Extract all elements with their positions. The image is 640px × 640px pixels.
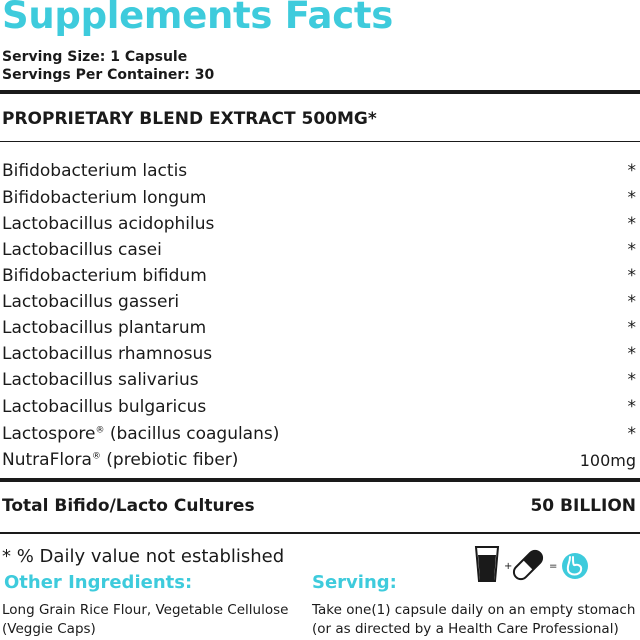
ingredient-name-text: Lactobacillus plantarum [2,318,207,338]
divider [0,141,640,142]
ingredient-amount: 100mg [579,451,636,470]
ingredient-name [2,214,214,234]
ingredient-name [2,188,206,208]
ingredient-descriptor: (prebiotic fiber) [100,450,239,470]
ingredient-row [2,236,636,260]
water-glass-icon [476,547,498,581]
serving-line: (or as directed by a Health Care Professional) [312,621,619,637]
ingredient-name [2,424,279,444]
blend-title: PROPRIETARY BLEND EXTRACT 500MG* [2,109,377,129]
ingredient-amount: * [627,188,636,208]
ingredient-row [2,393,636,417]
ingredient-row [2,184,636,208]
ingredient-name-text: NutraFlora [2,450,92,470]
ingredient-name-text: Lactobacillus casei [2,240,162,260]
ingredient-name-text: Lactobacillus bulgaricus [2,397,207,417]
stomach-icon [562,553,588,579]
registered-mark: ® [91,451,101,462]
thick-divider [0,90,640,94]
ingredient-amount: * [627,266,636,286]
ingredient-amount: * [627,370,636,390]
ingredient-row [2,314,636,338]
ingredient-row [2,210,636,234]
ingredient-amount: * [627,214,636,234]
ingredient-name [2,344,212,364]
ingredient-name [2,292,179,312]
ingredient-name-text: Bifidobacterium longum [2,188,207,208]
ingredient-name-text: Bifidobacterium lactis [2,161,188,181]
registered-mark: ® [95,425,105,436]
plus-sign: + [504,561,513,572]
divider [0,532,640,534]
ingredient-name-text: Lactobacillus gasseri [2,292,180,312]
ingredient-name [2,397,206,417]
ingredient-amount: * [627,344,636,364]
ingredient-name-text: Lactobacillus salivarius [2,370,199,390]
ingredient-row [2,366,636,390]
ingredient-name [2,266,207,286]
capsule-icon [511,548,545,582]
supplement-facts-title: Supplements Facts [2,0,393,37]
servings-per-container: Servings Per Container: 30 [2,67,215,83]
ingredient-name [2,318,206,338]
ingredient-name-text: Lactobacillus acidophilus [2,214,215,234]
other-ingredients-text [2,601,288,639]
ingredient-row [2,420,636,444]
thick-divider [0,478,640,482]
ingredient-name [2,450,238,470]
ingredient-amount: * [627,240,636,260]
other-ingredients-line: (Veggie Caps) [2,621,96,637]
ingredient-name-text: Lactobacillus rhamnosus [2,344,213,364]
ingredient-amount: * [627,292,636,312]
serving-size: Serving Size: 1 Capsule [2,49,188,65]
other-ingredients-heading: Other Ingredients: [4,572,193,593]
ingredient-amount: * [627,424,636,444]
total-value: 50 BILLION [530,496,636,516]
ingredient-row [2,446,636,470]
ingredient-amount: * [627,161,636,181]
ingredient-row [2,157,636,181]
serving-text [312,601,635,639]
other-ingredients-line: Long Grain Rice Flour, Vegetable Cellulose [2,602,289,618]
daily-value-footnote: * % Daily value not established [2,546,285,567]
total-cultures-row [2,496,636,516]
ingredient-name [2,240,162,260]
serving-icons [472,543,592,587]
serving-heading: Serving: [312,572,397,593]
ingredient-name [2,370,199,390]
ingredient-amount: * [627,318,636,338]
ingredient-row [2,262,636,286]
total-label: Total Bifido/Lacto Cultures [2,496,255,516]
ingredient-descriptor: (bacillus coagulans) [104,424,280,444]
ingredient-name [2,161,187,181]
ingredient-name-text: Bifidobacterium bifidum [2,266,207,286]
ingredient-row [2,340,636,364]
ingredient-name-text: Lactospore [2,424,96,444]
ingredient-amount: * [627,397,636,417]
ingredient-row [2,288,636,312]
equals-sign: = [549,561,558,572]
serving-line: Take one(1) capsule daily on an empty stomach [312,602,636,618]
